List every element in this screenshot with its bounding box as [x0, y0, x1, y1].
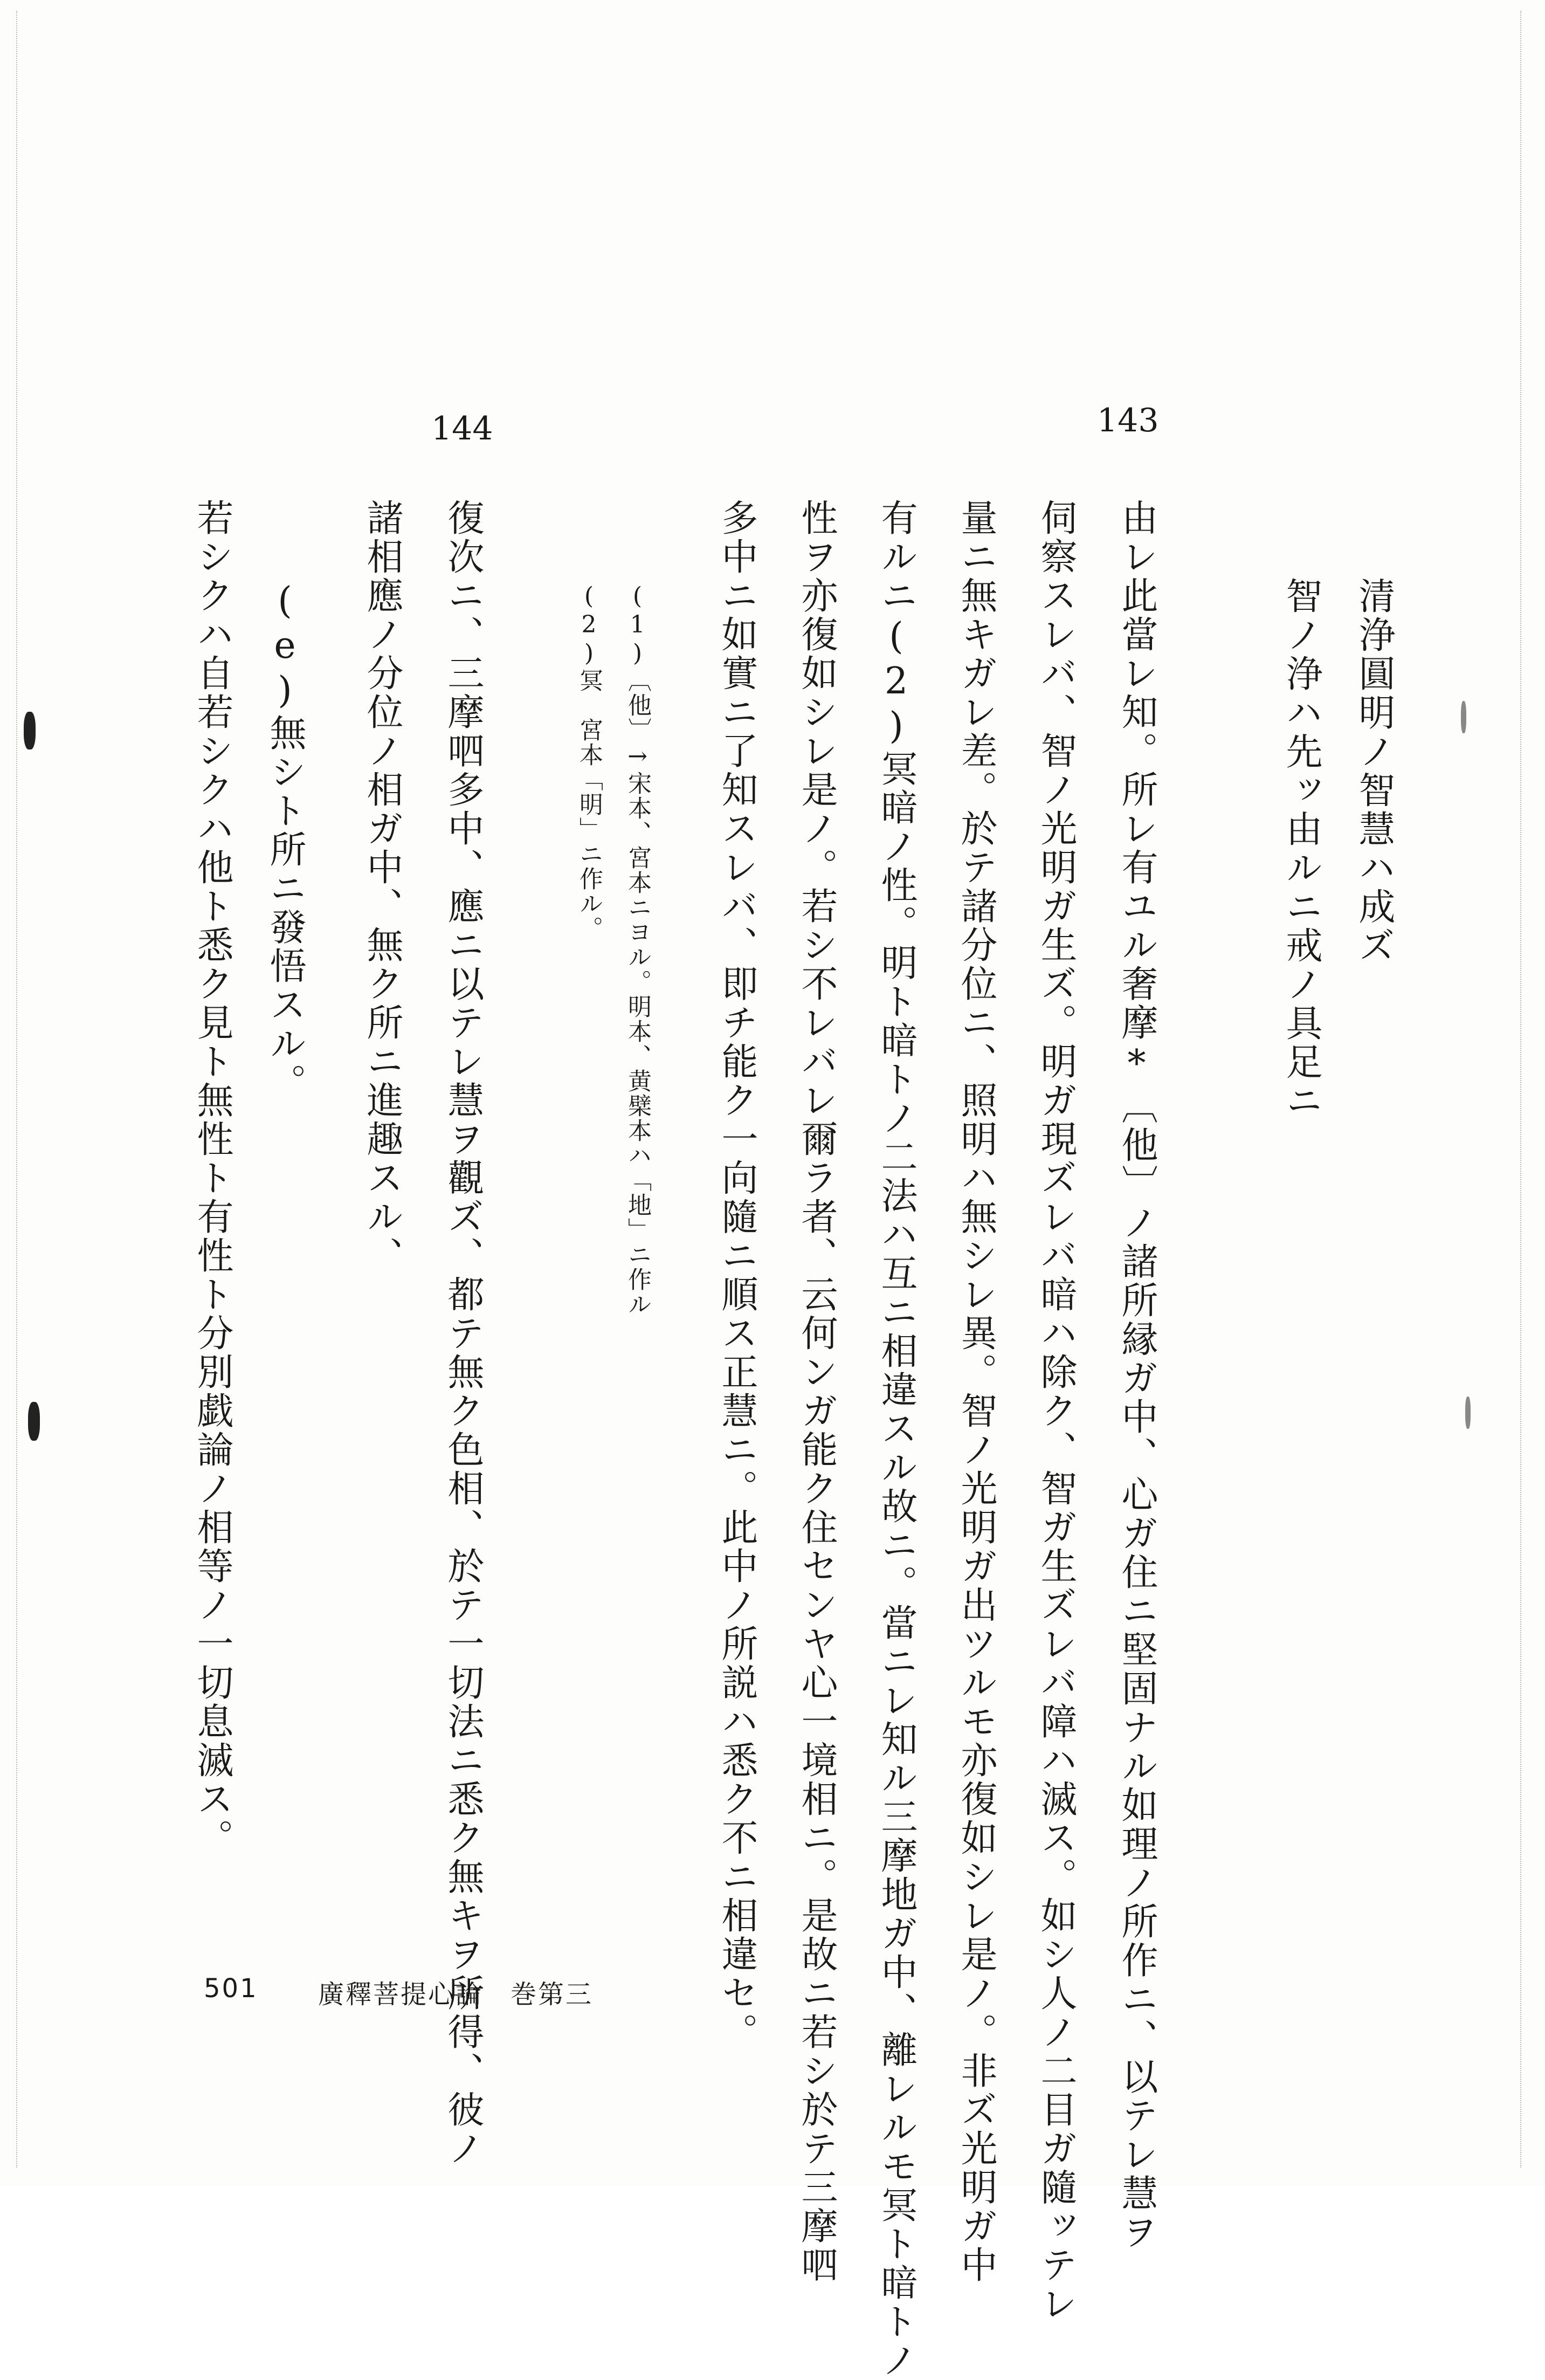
- text-column: 性ヲ亦復如シレ是ノ。若シ不レバレ爾ラ者、云何ンガ能ク住センヤ心一境相ニ。是故ニ若シ於テ三摩呬: [795, 499, 838, 2285]
- text-column: 智ノ浄ハ先ッ由ルニ戒ノ具足ニ: [1280, 577, 1322, 1120]
- footnote: (1)〔他〕→宋本、宮本ニヨル。明本、黄檗本ハ「地」ニ作ル: [624, 582, 651, 1317]
- hole-punch-mark: [1465, 1397, 1471, 1429]
- footer-page-number: 501: [204, 1973, 258, 2004]
- footnote: (2)冥 宮本「明」ニ作ル。: [575, 582, 603, 941]
- text-column: 量ニ無キガレ差。於テ諸分位ニ、照明ハ無シレ異。智ノ光明ガ出ツルモ亦復如シレ是ノ。非ズ光明ガ中: [955, 499, 997, 2285]
- scan-edge-left: [16, 11, 17, 2168]
- text-column: 若シクハ自若シクハ他ト悉ク見ト無性ト有性ト分別戯論ノ相等ノ一切息滅ス。: [191, 499, 233, 1858]
- scan-edge-right: [1520, 11, 1521, 2168]
- text-column: 清浄圓明ノ智慧ハ成ズ: [1353, 577, 1395, 965]
- page-number-left: 144: [431, 410, 493, 448]
- text-column: 由レ此當レ知。所レ有ユル奢摩*〔他〕ノ諸所縁ガ中、心ガ住ニ堅固ナル如理ノ所作ニ、以テレ慧ヲ: [1115, 499, 1158, 2252]
- text-column: (e)無シト所ニ發悟スル。: [264, 580, 306, 1102]
- text-column: 復次ニ、三摩呬多中、應ニ以テレ慧ヲ觀ズ、都テ無ク色相、於テ一切法ニ悉ク無キヲ所得、彼ノ: [442, 499, 484, 2168]
- hole-punch-mark: [28, 1402, 40, 1441]
- text-column: 諸相應ノ分位ノ相ガ中、無ク所ニ進趣スル、: [361, 499, 403, 1275]
- hole-punch-mark: [24, 712, 36, 749]
- text-column: 有ルニ(2)冥暗ノ性。明ト暗トノ二法ハ互ニ相違スル故ニ。當ニレ知ル三摩地ガ中、離レルモ冥ト暗トノ: [875, 499, 918, 2380]
- text-column: 伺察スレバ、智ノ光明ガ生ズ。明ガ現ズレバ暗ハ除ク、智ガ生ズレバ障ハ滅ス。如シ人ノ二目ガ隨ッテレ: [1034, 499, 1077, 2323]
- text-column: 多中ニ如實ニ了知スレバ、即チ能ク一向隨ニ順ス正慧ニ。此中ノ所説ハ悉ク不ニ相違セ。: [715, 499, 758, 2052]
- page-number-right: 143: [1097, 402, 1159, 439]
- footer-book-title: 廣釋菩提心論 巻第三: [318, 1979, 594, 2010]
- hole-punch-mark: [1461, 701, 1466, 733]
